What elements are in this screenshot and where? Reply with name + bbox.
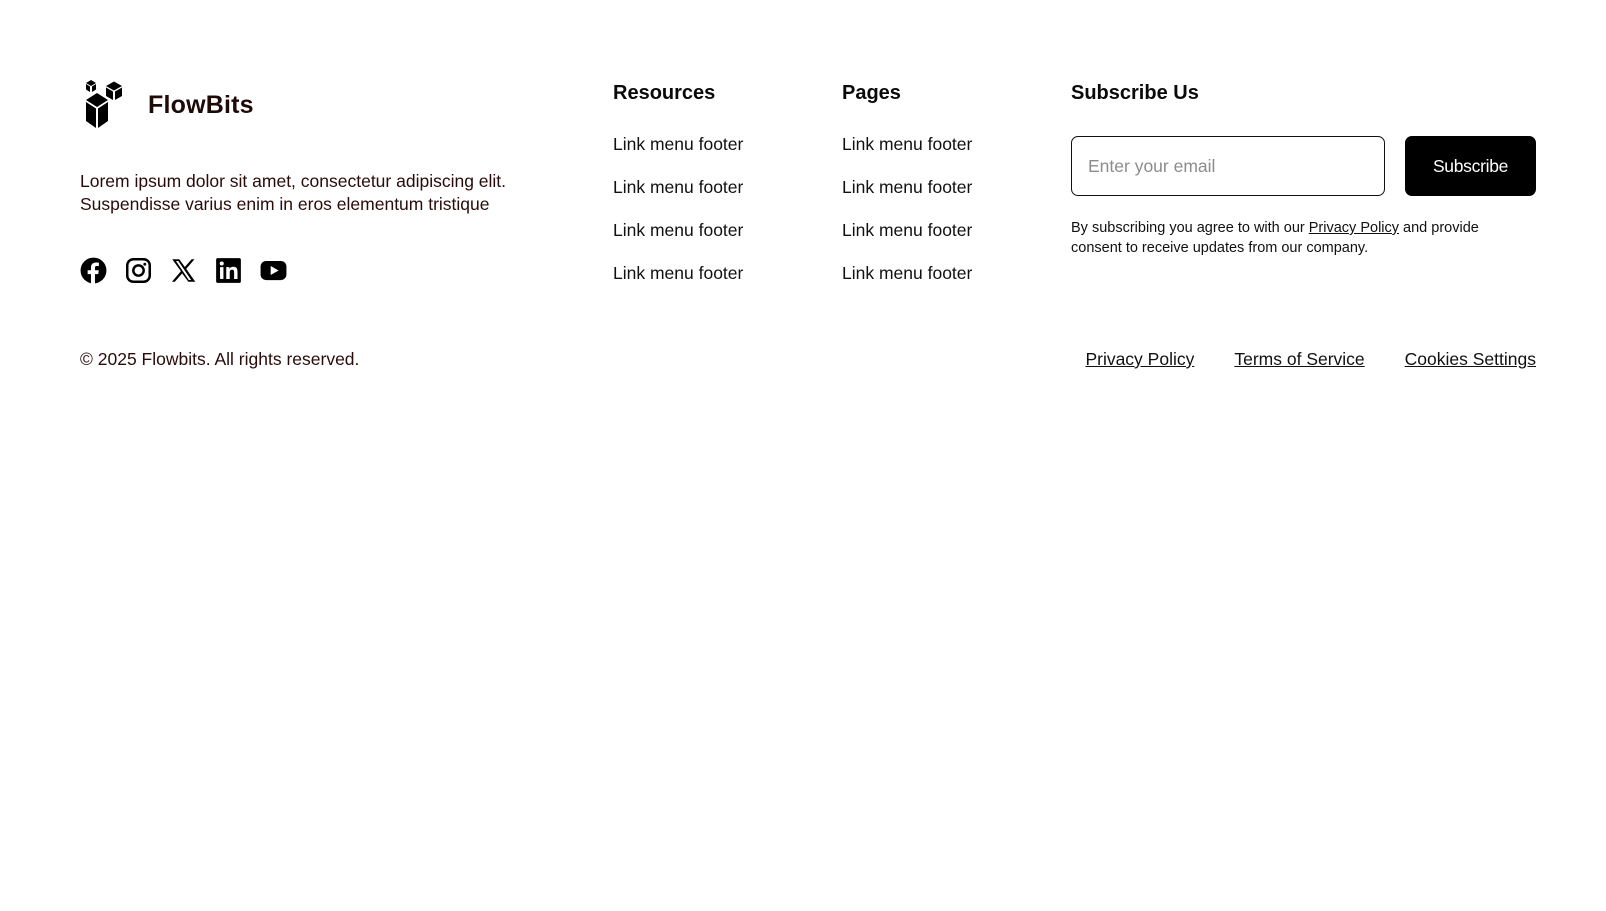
instagram-icon [125,257,152,284]
subscribe-form [1071,136,1536,196]
pages-links [842,133,972,305]
consent-privacy-policy-link[interactable]: Privacy Policy [1308,220,1400,236]
consent-text-suffix: and provide consent to receive updates from our company. [1071,220,1479,256]
cookies-settings-link[interactable]: Cookies Settings [1404,349,1536,369]
instagram-link[interactable] [125,257,152,284]
linkedin-link[interactable] [215,257,242,284]
subscribe-button[interactable]: Subscribe [1405,136,1536,196]
terms-of-service-link[interactable]: Terms of Service [1234,349,1365,369]
subscribe-section [1071,80,1536,258]
resources-links [613,133,743,305]
social-links [80,257,287,284]
youtube-icon [260,257,287,284]
email-input[interactable] [1071,136,1385,196]
x-link[interactable] [170,257,197,284]
resources-link[interactable]: Link menu footer [613,263,744,283]
linkedin-icon [215,257,242,284]
pages-column [842,80,972,305]
facebook-link[interactable] [80,257,107,284]
pages-link[interactable]: Link menu footer [842,263,973,283]
resources-link[interactable]: Link menu footer [613,134,744,154]
resources-column [613,80,743,305]
consent-text-prefix: By subscribing you agree to with our [1071,220,1309,236]
pages-link[interactable]: Link menu footer [842,177,973,197]
facebook-icon [80,257,107,284]
pages-title: Pages [842,82,901,104]
privacy-policy-link[interactable]: Privacy Policy [1085,349,1195,369]
resources-title: Resources [613,82,716,104]
resources-link[interactable]: Link menu footer [613,177,744,197]
subscribe-title: Subscribe Us [1071,82,1199,104]
resources-link[interactable]: Link menu footer [613,220,744,240]
brand-description: Lorem ipsum dolor sit amet, consectetur adipiscing elit. Suspendisse varius enim in eros elementum tristique [80,171,507,214]
subscribe-consent-note [1071,218,1511,258]
brand-name: FlowBits [148,90,254,119]
legal-links [1085,348,1536,370]
brand[interactable] [80,80,254,130]
pages-link[interactable]: Link menu footer [842,220,973,240]
copyright: © 2025 Flowbits. All rights reserved. [80,349,360,369]
x-icon [170,257,197,284]
cubes-logo-icon [80,80,130,130]
youtube-link[interactable] [260,257,287,284]
pages-link[interactable]: Link menu footer [842,134,973,154]
